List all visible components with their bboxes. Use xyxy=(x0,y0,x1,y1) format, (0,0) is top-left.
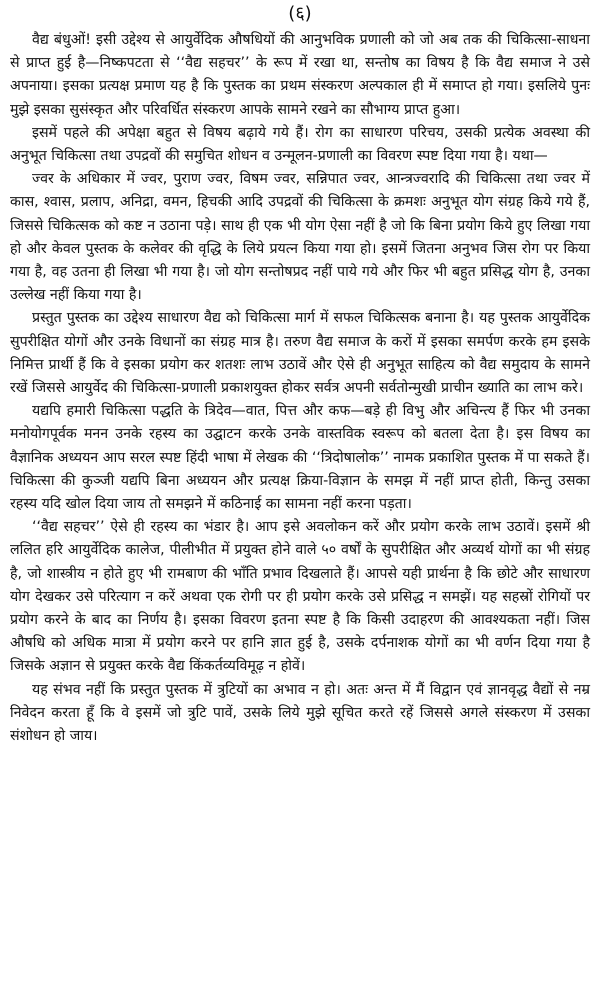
paragraph-intro: वैद्य बंधुओं! इसी उद्देश्य से आयुर्वेदिक औषधियों की आनुभविक प्रणाली को जो अब तक की चिकित्सा-साधना से प्राप्त हुई है—निष्कपटता से ‘‘वैद्य सहचर’’ के रूप में रखा था, सन्तोष का विषय है कि वैद्य समाज ने उसे अपनाया। इसका प्रत्यक्ष प्रमाण यह है कि पुस्तक का प्रथम संस्करण अल्पकाल ही में समाप्त हो गया। इसलिये पुनः मुझे इसका सुसंस्कृत और परिवर्धित संस्करण आपके सामने रखने का सौभाग्य प्राप्त हुआ। xyxy=(10,32,590,118)
paragraph-additions: इसमें पहले की अपेक्षा बहुत से विषय बढ़ाये गये हैं। रोग का साधारण परिचय, उसकी प्रत्येक अवस्था की अनुभूत चिकित्सा तथा उपद्रवों की समुचित शोधन व उन्मूलन-प्रणाली का विवरण स्पष्ट दिया गया है। यथा— xyxy=(10,124,590,165)
paragraph-closing: यह संभव नहीं कि प्रस्तुत पुस्तक में त्रुटियों का अभाव न हो। अतः अन्त में मैं विद्वान एवं ज्ञानवृद्ध वैद्यों से नम्र निवेदन करता हूँ कि वे इसमें जो त्रुटि पावें, उसके लिये मुझे सूचित करते रहें जिससे अगले संस्करण में उसका संशोधन हो जाय। xyxy=(10,681,590,745)
page-number: (६) xyxy=(288,3,312,24)
paragraph-purpose: प्रस्तुत पुस्तक का उद्देश्य साधारण वैद्य को चिकित्सा मार्ग में सफल चिकित्सक बनाना है। यह पुस्तक आयुर्वेदिक सुपरीक्षित योगों और उनके विधानों का संग्रह मात्र है। तरुण वैद्य समाज के करों में इसका समर्पण करके हम इसके निमित्त प्रार्थी हैं कि वे इसका प्रयोग कर शतशः लाभ उठावें और ऐसे ही अनुभूत साहित्य को वैद्य समुदाय के सामने रखें जिससे आयुर्वेद की चिकित्सा-प्रणाली प्रकाशयुक्त होकर सर्वत्र अपनी सर्वतोन्मुखी प्राचीन ख्याति का लाभ करे। xyxy=(10,310,590,397)
paragraph-vaidya-sahachar: ‘‘वैद्य सहचर’’ ऐसे ही रहस्य का भंडार है। आप इसे अवलोकन करें और प्रयोग करके लाभ उठावें। इसमें श्री ललित हरि आयुर्वेदिक कालेज, पीलीभीत में प्रयुक्त होने वाले ५० वर्षों के सुपरीक्षित और अव्यर्थ योगों का भी संग्रह है, जो शास्त्रीय न होते हुए भी रामबाण की भाँति प्रभाव दिखलाते हैं। आपसे यही प्रार्थना है कि छोटे और साधारण योग देखकर उसे परित्याग न करें अथवा एक रोगी पर ही प्रयोग करके उसे प्रसिद्ध न समझें। यह सहस्रों रोगियों पर प्रयोग करने के बाद का निर्णय है। इसका विवरण इतना स्पष्ट है कि किसी उदाहरण की आवश्यकता नहीं। जिस औषधि को अधिक मात्रा में प्रयोग करने पर हानि ज्ञात हुई है, उसके दर्पनाशक योगों का भी वर्णन दिया गया है जिसके अज्ञान से प्रयुक्त करके वैद्य किंकर्तव्यविमूढ़ न होवें। xyxy=(10,519,590,675)
paragraph-fever-chapter: ज्वर के अधिकार में ज्वर, पुराण ज्वर, विषम ज्वर, सन्निपात ज्वर, आन्त्रज्वरादि की चिकित्सा तथा ज्वर में कास, श्वास, प्रलाप, अनिद्रा, वमन, हिचकी आदि उपद्रवों की चिकित्सा के क्रमशः अनुभूत योग संग्रह किये गये हैं, जिससे चिकित्सक को कष्ट न उठाना पड़े। साथ ही एक भी योग ऐसा नहीं है जो कि बिना प्रयोग किये हुए लिखा गया हो और केवल पुस्तक के कलेवर की वृद्धि के लिये प्रयत्न किया गया हो। इसमें जितना अनुभव जिस रोग पर किया गया है, वह उतना ही लिखा भी गया है। जो योग सन्तोषप्रद नहीं पाये गये और फिर भी बहुत प्रसिद्ध योग है, उनका उल्लेख नहीं किया गया है। xyxy=(10,171,590,304)
paragraph-tridosha: यद्यपि हमारी चिकित्सा पद्धति के त्रिदेव—वात, पित्त और कफ—बड़े ही विभु और अचिन्त्य हैं फिर भी उनका मनोयोगपूर्वक मनन उनके रहस्य का उद्घाटन करके उनके वास्तविक स्वरूप को बतला देता है। इस विषय का वैज्ञानिक अध्ययन आप सरल स्पष्ट हिंदी भाषा में लेखक की ‘‘त्रिदोषालोक’’ नामक प्रकाशित पुस्तक में पा सकते हैं। चिकित्सा की कुञ्जी यद्यपि बिना अध्ययन और प्रत्यक्ष क्रिया-विज्ञान के समझ में नहीं प्राप्त होती, किन्तु उसका रहस्य यदि खोल दिया जाय तो समझने में कठिनाई का सामना नहीं करना पड़ता। xyxy=(10,403,590,513)
